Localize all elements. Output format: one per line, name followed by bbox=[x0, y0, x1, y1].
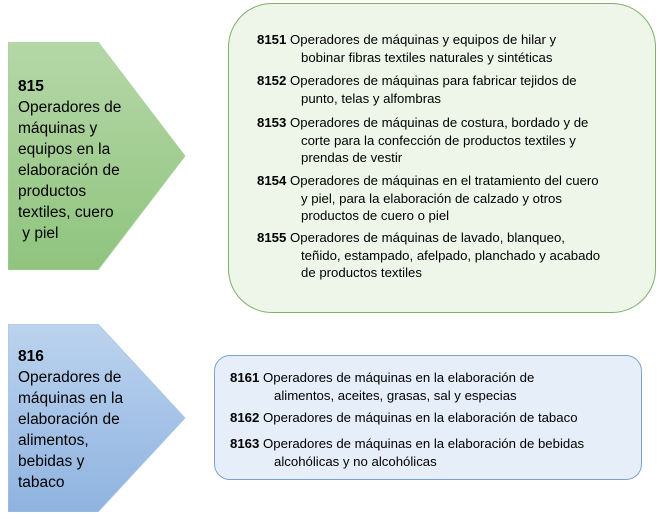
group-title-815: Operadores de máquinas y equipos en la elaboración de productos textiles, cuero y piel bbox=[18, 99, 122, 242]
group-code-816: 816 bbox=[18, 348, 44, 365]
list-item-8155: 8155 Operadores de máquinas de lavado, blanqueo, teñido, estampado, afelpado, planchado y acabado de productos textiles bbox=[257, 230, 601, 280]
group-code-815: 815 bbox=[18, 78, 44, 95]
subgroup-panel-816 bbox=[214, 355, 642, 480]
list-item-8161: 8161 Operadores de máquinas en la elaboración de alimentos, aceites, grasas, sal y especias bbox=[230, 370, 535, 403]
subgroup-panel-815 bbox=[228, 3, 656, 313]
arrow-shape-816 bbox=[8, 324, 186, 512]
list-item-8163: 8163 Operadores de máquinas en la elaboración de bebidas alcohólicas y no alcohólicas bbox=[230, 436, 585, 469]
arrow-shape-815 bbox=[8, 42, 186, 270]
list-item-8153: 8153 Operadores de máquinas de costura, bordado y de corte para la confección de productos textiles y prendas de vestir bbox=[257, 115, 589, 165]
list-item-8151: 8151 Operadores de máquinas y equipos de hilar y bobinar fibras textiles naturales y sintéticas bbox=[257, 32, 557, 65]
list-item-8152: 8152 Operadores de máquinas para fabricar tejidos de punto, telas y alfombras bbox=[257, 73, 577, 106]
list-item-8154: 8154 Operadores de máquinas en el tratamiento del cuero y piel, para la elaboración de calzado y otros productos de cuero o piel bbox=[257, 173, 599, 223]
group-title-816: Operadores de máquinas en la elaboración de alimentos, bebidas y tabaco bbox=[18, 369, 124, 491]
list-item-8162: 8162 Operadores de máquinas en la elaboración de tabaco bbox=[230, 410, 578, 425]
